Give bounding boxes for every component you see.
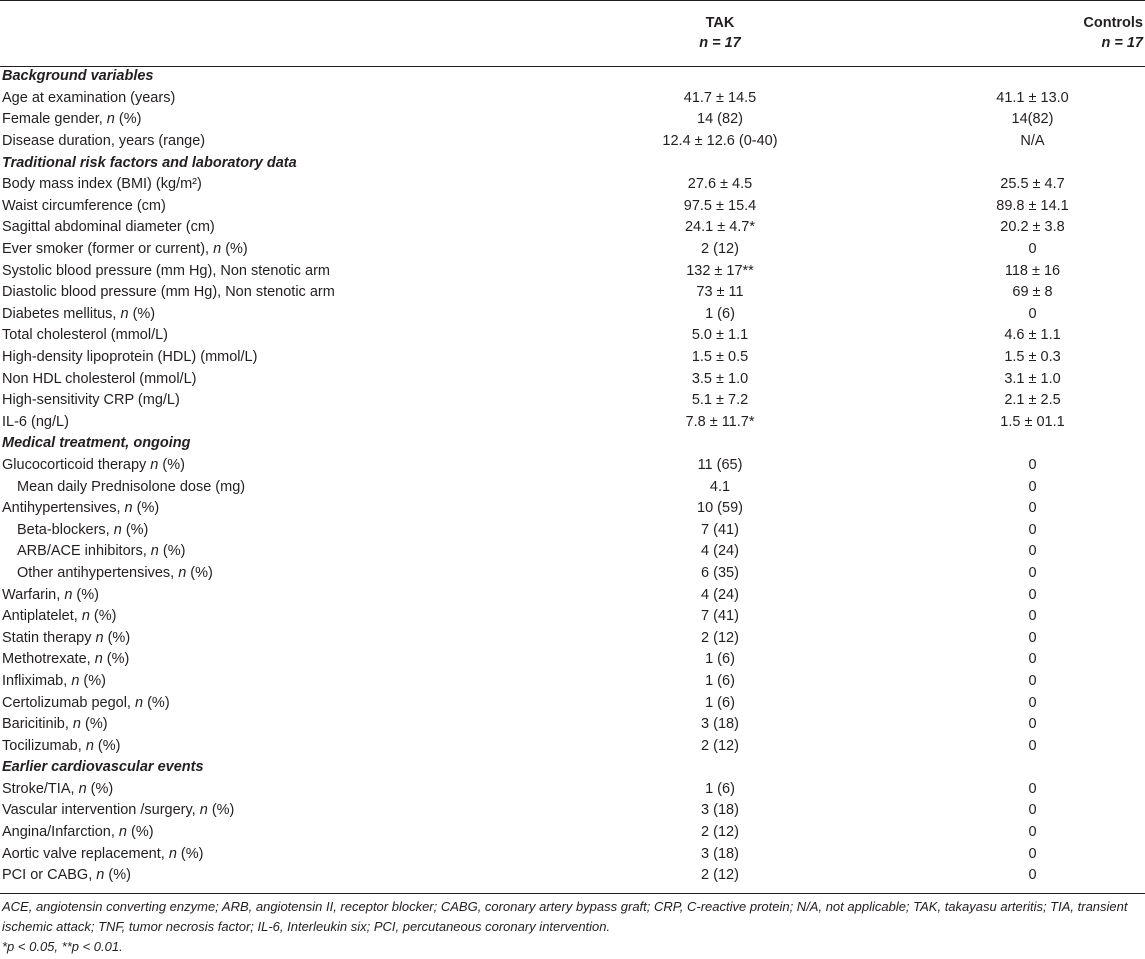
row-label bbox=[0, 174, 520, 196]
row-label-suffix: (%) bbox=[176, 845, 204, 862]
header-label-column bbox=[0, 0, 520, 66]
controls-value: 0 bbox=[1028, 824, 1037, 841]
table-row bbox=[0, 865, 1145, 887]
controls-value: 0 bbox=[1028, 716, 1037, 733]
row-label-text: Antihypertensives, bbox=[2, 500, 125, 517]
tak-value: 4 (24) bbox=[701, 543, 739, 560]
table-row bbox=[0, 347, 1145, 369]
tak-value: 1 (6) bbox=[705, 780, 735, 797]
row-label-text: Baricitinib, bbox=[2, 716, 73, 733]
section-title: Traditional risk factors and laboratory data bbox=[2, 154, 297, 171]
table-row bbox=[0, 476, 1145, 498]
row-label-suffix: (%) bbox=[126, 824, 154, 841]
tak-value: 73 ± 11 bbox=[696, 284, 744, 301]
table-row bbox=[0, 368, 1145, 390]
tak-value: 97.5 ± 15.4 bbox=[683, 197, 757, 214]
row-label-n: n bbox=[213, 241, 222, 258]
controls-value: 41.1 ± 13.0 bbox=[996, 89, 1069, 106]
row-label bbox=[0, 714, 520, 736]
row-label-text: Ever smoker (former or current), bbox=[2, 241, 214, 258]
row-label-n: n bbox=[94, 651, 103, 668]
row-label-suffix: (%) bbox=[128, 305, 156, 322]
row-label-text: Methotrexate, bbox=[2, 651, 95, 668]
table-row bbox=[0, 584, 1145, 606]
row-label-suffix: (%) bbox=[86, 780, 114, 797]
controls-value: 0 bbox=[1028, 543, 1037, 560]
controls-value: 1.5 ± 0.3 bbox=[1004, 349, 1061, 366]
controls-value: 0 bbox=[1028, 780, 1037, 797]
controls-value: 69 ± 8 bbox=[1012, 284, 1053, 301]
controls-value: 0 bbox=[1028, 608, 1037, 625]
row-label-text: Total cholesterol (mmol/L) bbox=[2, 327, 168, 344]
row-label bbox=[0, 88, 520, 110]
table-row bbox=[0, 217, 1145, 239]
row-label-suffix: (%) bbox=[207, 802, 235, 819]
row-label-text: Body mass index (BMI) (kg/m²) bbox=[2, 176, 202, 193]
row-label-text: Mean daily Prednisolone dose (mg) bbox=[17, 478, 246, 495]
tak-value: 4 (24) bbox=[701, 586, 739, 603]
header-controls-n: n = 17 bbox=[1101, 35, 1143, 51]
table-row bbox=[0, 800, 1145, 822]
controls-value: 1.5 ± 01.1 bbox=[1000, 413, 1065, 430]
row-label-text: Aortic valve replacement, bbox=[2, 845, 169, 862]
row-label bbox=[0, 476, 520, 498]
table-row bbox=[0, 671, 1145, 693]
table-row bbox=[0, 196, 1145, 218]
table-row bbox=[0, 714, 1145, 736]
tak-value: 6 (35) bbox=[701, 564, 739, 581]
tak-value: 1 (6) bbox=[705, 694, 735, 711]
tak-value: 5.0 ± 1.1 bbox=[691, 327, 749, 344]
controls-value: 0 bbox=[1028, 586, 1037, 603]
row-label-text: Beta-blockers, bbox=[17, 521, 114, 538]
row-label-text: ARB/ACE inhibitors, bbox=[17, 543, 151, 560]
table-row bbox=[0, 325, 1145, 347]
row-label-text: Other antihypertensives, bbox=[17, 564, 179, 581]
table-row bbox=[0, 563, 1145, 585]
tak-value: 1 (6) bbox=[705, 305, 735, 322]
section-title: Earlier cardiovascular events bbox=[2, 759, 204, 776]
row-label bbox=[0, 519, 520, 541]
table-footnote bbox=[2, 897, 1142, 957]
table-row bbox=[0, 843, 1145, 865]
table-row bbox=[0, 692, 1145, 714]
footnote-abbreviations: ACE, angiotensin converting enzyme; ARB, angiotensin II, receptor blocker; CABG, coronary artery bypass graft; CRP, C-reactive protein; N/A, not applicable; TAK, takayasu arteritis; TIA, transient ischemic attack; TNF, tumor necrosis factor; IL-6, Interleukin six; PCI, percutaneous coronary intervention. bbox=[2, 899, 1128, 934]
row-label-text: Statin therapy bbox=[2, 629, 96, 646]
row-label-text: Waist circumference (cm) bbox=[2, 197, 166, 214]
row-label bbox=[0, 498, 520, 520]
row-label-suffix: (%) bbox=[72, 586, 99, 603]
row-label bbox=[0, 541, 520, 563]
row-label-text: High-sensitivity CRP (mg/L) bbox=[2, 392, 180, 409]
row-label bbox=[0, 563, 520, 585]
row-label-n: n bbox=[199, 802, 208, 819]
row-label-suffix: (%) bbox=[221, 241, 248, 258]
row-label bbox=[0, 260, 520, 282]
row-label-text: Age at examination (years) bbox=[2, 89, 176, 106]
tak-value: 27.6 ± 4.5 bbox=[687, 176, 753, 193]
table-bottom-rule bbox=[0, 893, 1145, 894]
controls-value: 0 bbox=[1028, 521, 1037, 538]
table-row bbox=[0, 779, 1145, 801]
row-label bbox=[0, 627, 520, 649]
row-label-text: Disease duration, years (range) bbox=[2, 133, 206, 150]
row-label-suffix: (%) bbox=[102, 651, 130, 668]
row-label bbox=[0, 239, 520, 261]
row-label-n: n bbox=[64, 586, 73, 603]
controls-value: 0 bbox=[1028, 672, 1037, 689]
tak-value: 12.4 ± 12.6 (0-40) bbox=[662, 133, 778, 150]
table-row bbox=[0, 649, 1145, 671]
controls-value: 0 bbox=[1028, 651, 1037, 668]
row-label-n: n bbox=[71, 672, 80, 689]
table-row bbox=[0, 304, 1145, 326]
tak-value: 1 (6) bbox=[705, 672, 735, 689]
controls-value: 4.6 ± 1.1 bbox=[1004, 327, 1061, 344]
table-row bbox=[0, 260, 1145, 282]
header-controls bbox=[920, 0, 1145, 66]
tak-value: 2 (12) bbox=[701, 737, 739, 754]
tak-value: 7.8 ± 11.7* bbox=[685, 413, 755, 430]
tak-value: 11 (65) bbox=[697, 456, 743, 473]
row-label-n: n bbox=[124, 500, 133, 517]
row-label-text: Diastolic blood pressure (mm Hg), Non stenotic arm bbox=[2, 284, 335, 301]
row-label-n: n bbox=[96, 867, 105, 884]
table-row bbox=[0, 498, 1145, 520]
row-label-text: Tocilizumab, bbox=[2, 737, 86, 754]
row-label-n: n bbox=[85, 737, 94, 754]
section-header-row bbox=[0, 433, 1145, 455]
controls-value: 0 bbox=[1028, 845, 1037, 862]
table-row bbox=[0, 412, 1145, 434]
section-title: Medical treatment, ongoing bbox=[2, 435, 191, 452]
controls-value: 0 bbox=[1028, 867, 1037, 884]
tak-value: 132 ± 17** bbox=[686, 262, 754, 279]
row-label-text: Female gender, bbox=[2, 111, 107, 128]
table-row bbox=[0, 519, 1145, 541]
table-row bbox=[0, 174, 1145, 196]
tak-value: 2 (12) bbox=[701, 241, 739, 258]
row-label bbox=[0, 779, 520, 801]
row-label-text: High-density lipoprotein (HDL) (mmol/L) bbox=[2, 349, 258, 366]
row-label-text: Certolizumab pegol, bbox=[2, 694, 135, 711]
controls-value: 3.1 ± 1.0 bbox=[1004, 370, 1061, 387]
row-label-text: Antiplatelet, bbox=[2, 608, 82, 625]
controls-value: 0 bbox=[1028, 456, 1037, 473]
row-label bbox=[0, 368, 520, 390]
row-label-suffix: (%) bbox=[158, 543, 186, 560]
controls-value: 0 bbox=[1028, 694, 1037, 711]
row-label bbox=[0, 196, 520, 218]
row-label-text: Diabetes mellitus, bbox=[2, 305, 121, 322]
tak-value: 3.5 ± 1.0 bbox=[691, 370, 749, 387]
row-label bbox=[0, 217, 520, 239]
row-label-text: IL-6 (ng/L) bbox=[2, 413, 69, 430]
row-label-n: n bbox=[72, 716, 81, 733]
controls-value: 14(82) bbox=[1011, 111, 1054, 128]
tak-value: 24.1 ± 4.7* bbox=[684, 219, 756, 236]
row-label-text: Stroke/TIA, bbox=[2, 780, 79, 797]
controls-value: 89.8 ± 14.1 bbox=[996, 197, 1069, 214]
row-label-n: n bbox=[106, 111, 115, 128]
controls-value: 20.2 ± 3.8 bbox=[1000, 219, 1065, 236]
table-row bbox=[0, 390, 1145, 412]
row-label bbox=[0, 606, 520, 628]
tak-value: 5.1 ± 7.2 bbox=[691, 392, 749, 409]
table-row bbox=[0, 627, 1145, 649]
row-label-suffix: (%) bbox=[158, 456, 185, 473]
footnote-significance: *p < 0.05, **p < 0.01. bbox=[2, 939, 123, 954]
controls-value: 0 bbox=[1028, 478, 1037, 495]
tak-value: 3 (18) bbox=[701, 845, 739, 862]
row-label bbox=[0, 735, 520, 757]
row-label-n: n bbox=[95, 629, 104, 646]
row-label-text: Non HDL cholesterol (mmol/L) bbox=[2, 370, 197, 387]
controls-value: 0 bbox=[1028, 564, 1037, 581]
table-row bbox=[0, 109, 1145, 131]
controls-value: 2.1 ± 2.5 bbox=[1004, 392, 1061, 409]
tak-value: 10 (59) bbox=[697, 500, 743, 517]
table-row bbox=[0, 88, 1145, 110]
table-row bbox=[0, 606, 1145, 628]
tak-value: 4.1 bbox=[709, 478, 731, 495]
row-label-suffix: (%) bbox=[186, 564, 213, 581]
header-tak bbox=[520, 0, 920, 66]
row-label-text: Systolic blood pressure (mm Hg), Non stenotic arm bbox=[2, 262, 330, 279]
row-label bbox=[0, 390, 520, 412]
controls-value: 118 ± 16 bbox=[1004, 262, 1061, 279]
row-label-n: n bbox=[150, 456, 159, 473]
row-label bbox=[0, 109, 520, 131]
row-label-n: n bbox=[81, 608, 90, 625]
row-label-suffix: (%) bbox=[143, 694, 170, 711]
row-label-text: PCI or CABG, bbox=[2, 867, 97, 884]
tak-value: 41.7 ± 14.5 bbox=[683, 89, 757, 106]
row-label-suffix: (%) bbox=[89, 608, 117, 625]
header-tak-title: TAK bbox=[705, 15, 735, 31]
row-label bbox=[0, 843, 520, 865]
table-row bbox=[0, 239, 1145, 261]
section-header-row bbox=[0, 152, 1145, 174]
row-label bbox=[0, 671, 520, 693]
row-label bbox=[0, 282, 520, 304]
tak-value: 14 (82) bbox=[697, 111, 743, 128]
controls-value: 0 bbox=[1028, 500, 1037, 517]
row-label-suffix: (%) bbox=[121, 521, 149, 538]
row-label bbox=[0, 584, 520, 606]
row-label-n: n bbox=[118, 824, 127, 841]
row-label-text: Angina/Infarction, bbox=[2, 824, 119, 841]
row-label-suffix: (%) bbox=[114, 111, 142, 128]
row-label bbox=[0, 304, 520, 326]
row-label-suffix: (%) bbox=[103, 629, 131, 646]
row-label bbox=[0, 325, 520, 347]
tak-value: 7 (41) bbox=[701, 521, 739, 538]
row-label bbox=[0, 649, 520, 671]
row-label-n: n bbox=[168, 845, 177, 862]
row-label-suffix: (%) bbox=[104, 867, 131, 884]
controls-value: 25.5 ± 4.7 bbox=[1000, 176, 1065, 193]
header-row bbox=[0, 0, 1145, 66]
row-label bbox=[0, 412, 520, 434]
row-label bbox=[0, 822, 520, 844]
controls-value: 0 bbox=[1028, 305, 1037, 322]
table-row bbox=[0, 455, 1145, 477]
controls-value: 0 bbox=[1028, 802, 1037, 819]
row-label-n: n bbox=[150, 543, 159, 560]
row-label-suffix: (%) bbox=[81, 716, 108, 733]
row-label-n: n bbox=[113, 521, 122, 538]
table-row bbox=[0, 822, 1145, 844]
section-header-row bbox=[0, 66, 1145, 88]
table-body bbox=[0, 66, 1145, 887]
row-label-suffix: (%) bbox=[132, 500, 160, 517]
row-label-text: Sagittal abdominal diameter (cm) bbox=[2, 219, 215, 236]
row-label bbox=[0, 455, 520, 477]
section-title: Background variables bbox=[2, 68, 154, 85]
header-tak-n: n = 17 bbox=[699, 35, 741, 51]
tak-value: 1.5 ± 0.5 bbox=[691, 349, 749, 366]
tak-value: 1 (6) bbox=[705, 651, 735, 668]
tak-value: 3 (18) bbox=[701, 716, 739, 733]
row-label-n: n bbox=[78, 780, 87, 797]
row-label-suffix: (%) bbox=[93, 737, 121, 754]
row-label bbox=[0, 800, 520, 822]
row-label-suffix: (%) bbox=[79, 672, 106, 689]
header-controls-title: Controls bbox=[1083, 15, 1143, 31]
row-label bbox=[0, 692, 520, 714]
row-label-text: Infliximab, bbox=[2, 672, 72, 689]
tak-value: 2 (12) bbox=[701, 824, 739, 841]
row-label-text: Glucocorticoid therapy bbox=[2, 456, 151, 473]
controls-value: 0 bbox=[1028, 629, 1037, 646]
row-label bbox=[0, 865, 520, 887]
tak-value: 2 (12) bbox=[701, 629, 739, 646]
table-row bbox=[0, 282, 1145, 304]
table-row bbox=[0, 131, 1145, 153]
controls-value: 0 bbox=[1028, 737, 1037, 754]
row-label-n: n bbox=[135, 694, 144, 711]
row-label-n: n bbox=[178, 564, 187, 581]
table-row bbox=[0, 541, 1145, 563]
controls-value: 0 bbox=[1028, 241, 1037, 258]
section-header-row bbox=[0, 757, 1145, 779]
controls-value: N/A bbox=[1020, 133, 1045, 150]
table-row bbox=[0, 735, 1145, 757]
row-label bbox=[0, 131, 520, 153]
row-label-text: Warfarin, bbox=[2, 586, 65, 603]
row-label bbox=[0, 347, 520, 369]
tak-value: 7 (41) bbox=[701, 608, 739, 625]
row-label-text: Vascular intervention /surgery, bbox=[2, 802, 200, 819]
row-label-n: n bbox=[120, 305, 129, 322]
tak-value: 3 (18) bbox=[701, 802, 739, 819]
tak-value: 2 (12) bbox=[701, 867, 739, 884]
